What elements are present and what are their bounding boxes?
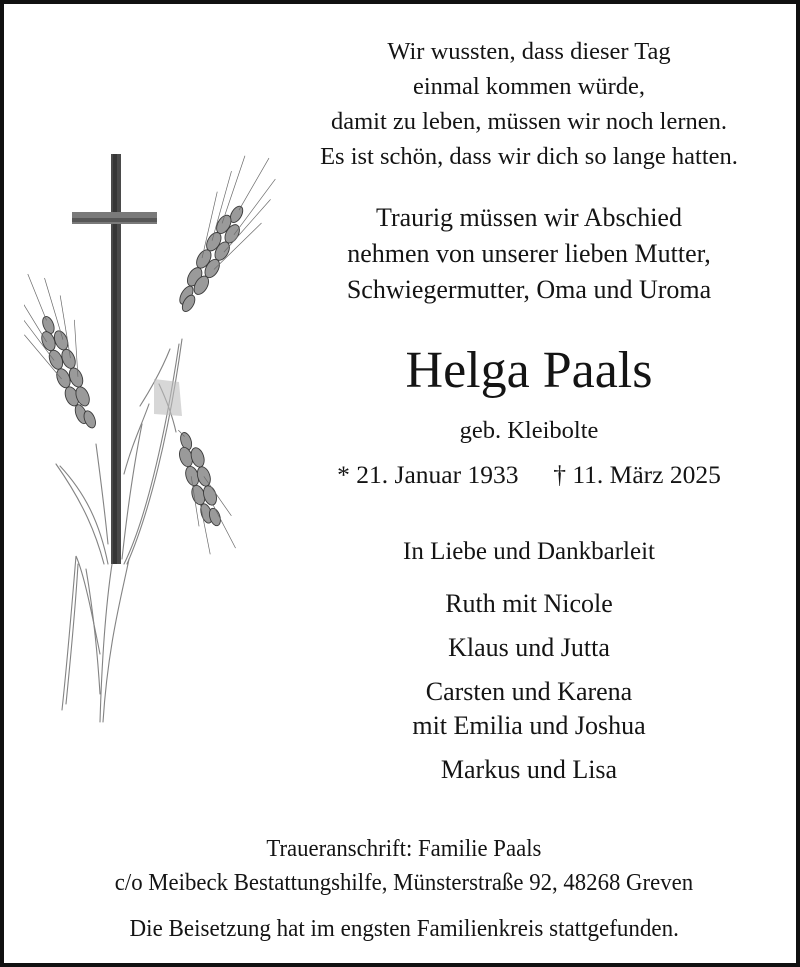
mourner-line: Klaus und Jutta [448, 633, 610, 662]
deceased-name: Helga Paals [405, 342, 653, 399]
address-line-2: c/o Meibeck Bestattungshilfe, Münsterstraße 92, 48268 Greven [114, 869, 694, 896]
poem-line: Es ist schön, dass wir dich so lange hatten. [320, 143, 738, 170]
maiden-name: geb. Kleibolte [459, 417, 599, 444]
intro-line: Traurig müssen wir Abschied [376, 203, 682, 232]
death-cross-icon: † [553, 460, 566, 489]
mourning-address [14, 832, 794, 900]
mourners-list [334, 587, 724, 797]
life-dates [304, 457, 754, 493]
mourner-entry [334, 587, 724, 621]
intro-line: Schwiegermutter, Oma und Uroma [346, 275, 712, 304]
intro-line: nehmen von unserer lieben Mutter, [347, 239, 711, 268]
mourner-entry [334, 753, 724, 787]
mourner-line: Ruth mit Nicole [445, 589, 613, 618]
intro-text [294, 200, 764, 308]
birth-star-icon: * [337, 460, 350, 489]
poem-line: einmal kommen würde, [412, 73, 645, 100]
mourner-entry [334, 675, 724, 743]
address-line-1: Traueranschrift: Familie Paals [266, 835, 542, 862]
poem [274, 34, 784, 174]
burial-note-text: Die Beisetzung hat im engsten Familienkreis stattgefunden. [129, 915, 679, 942]
poem-line: Wir wussten, dass dieser Tag [387, 38, 671, 65]
poem-line: damit zu leben, müssen wir noch lernen. [331, 108, 727, 135]
mourner-line: Carsten und Karena [425, 677, 633, 706]
mourner-line: Markus und Lisa [440, 755, 618, 784]
birth-date: 21. Januar 1933 [356, 460, 519, 489]
death-date: 11. März 2025 [572, 460, 721, 489]
mourner-entry [334, 631, 724, 665]
closing-line: In Liebe und Dankbarleit [403, 538, 655, 565]
cross-with-wheat-icon [24, 144, 284, 734]
burial-note [14, 912, 794, 946]
mourner-line: mit Emilia und Joshua [412, 711, 646, 740]
